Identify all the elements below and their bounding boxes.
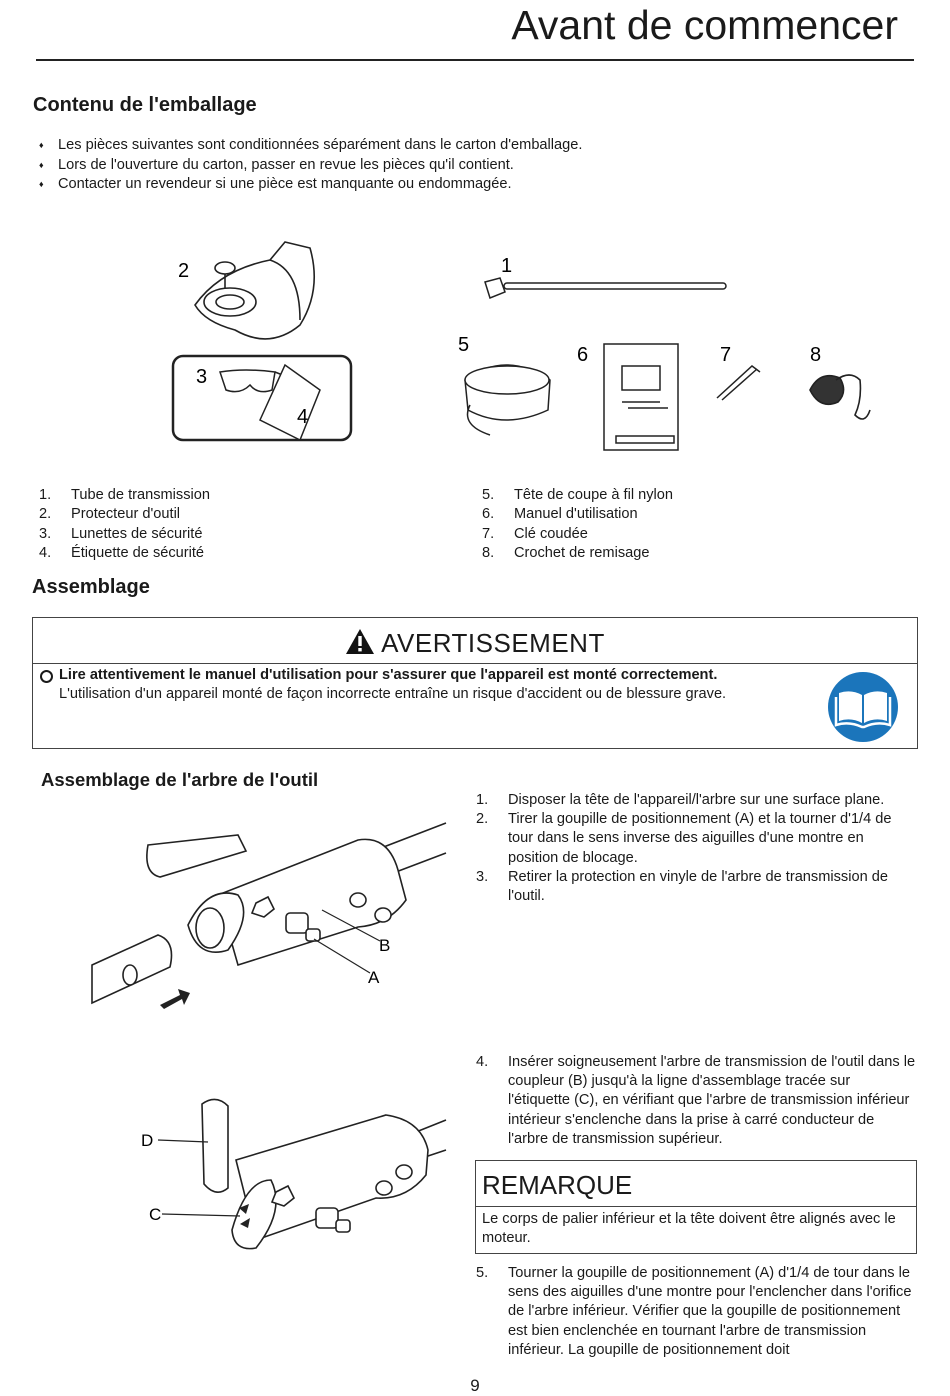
drive-tube-drawing xyxy=(485,278,726,298)
label-a: A xyxy=(368,968,380,987)
note-header xyxy=(476,1161,916,1207)
steps-list-1 xyxy=(476,791,916,906)
manual-drawing xyxy=(604,344,678,450)
parts-list-left xyxy=(39,486,439,563)
storage-hook-drawing xyxy=(810,375,870,419)
list-item: 1. Tube de transmission xyxy=(39,487,210,503)
list-item: ♦ Les pièces suivantes sont conditionnées séparément dans le carton d'emballage. xyxy=(38,136,582,156)
list-item: 1. Disposer la tête de l'appareil/l'arbre sur une surface plane. xyxy=(476,792,885,808)
list-item: 3. Lunettes de sécurité xyxy=(39,525,203,542)
callout-8: 8 xyxy=(810,344,822,366)
list-item: 3. Retirer la protection en vinyle de l'arbre de transmission de l'outil. xyxy=(476,868,888,905)
callout-2: 2 xyxy=(178,260,190,282)
warning-box xyxy=(32,617,918,749)
note-title: REMARQUE xyxy=(482,1170,633,1200)
callout-3: 3 xyxy=(196,366,208,388)
page-number: 9 xyxy=(470,1376,480,1395)
page-title: Avant de commencer xyxy=(511,2,898,48)
assembly-heading: Assemblage xyxy=(32,576,150,598)
packaging-bullet-list xyxy=(38,136,582,195)
list-item: 5. Tourner la goupille de positionnement (A) d'1/4 de tour dans le sens des aiguilles d'une montre pour l'enclencher dans l'orifice de l'arbre inférieur. Vérifier que la goupille de positionnement est bien enclenchée en tournant l'arbre de transmission inférieur. La goupille de positionnement doit xyxy=(476,1265,912,1358)
shaft-figure-1 xyxy=(88,815,458,1020)
list-item: 2. Tirer la goupille de positionnement (A) et la tourner d'1/4 de tour dans le sens inverse des aiguilles d'une montre en position de blocage. xyxy=(476,811,892,866)
callout-7: 7 xyxy=(720,344,732,366)
steps-list-2 xyxy=(476,1053,916,1149)
list-item: ♦ Lors de l'ouverture du carton, passer en revue les pièces qu'il contient. xyxy=(38,156,582,176)
tool-guard-drawing xyxy=(195,242,314,339)
packaging-heading: Contenu de l'emballage xyxy=(33,94,257,116)
warning-consequence: L'utilisation d'un appareil monté de façon incorrecte entraîne un risque d'accident ou de blessure grave. xyxy=(59,686,727,702)
hex-key-drawing xyxy=(717,366,760,400)
warning-instruction: Lire attentivement le manuel d'utilisation pour s'assurer que l'appareil est monté correctement. xyxy=(59,667,718,683)
shaft-assembly-heading: Assemblage de l'arbre de l'outil xyxy=(41,769,319,790)
list-item: 2. Protecteur d'outil xyxy=(39,506,181,523)
list-item: 6. Manuel d'utilisation xyxy=(482,506,638,523)
nylon-head-drawing xyxy=(465,365,550,435)
shaft-figure-2 xyxy=(136,1080,456,1260)
warning-header xyxy=(33,618,917,664)
label-c: C xyxy=(149,1205,162,1224)
list-item: 5. Tête de coupe à fil nylon xyxy=(482,487,674,503)
warning-title: AVERTISSEMENT xyxy=(381,628,605,658)
list-item: 7. Clé coudée xyxy=(482,525,588,542)
warning-triangle-icon xyxy=(345,628,375,655)
list-item: 4. Étiquette de sécurité xyxy=(39,544,205,561)
parts-list-right xyxy=(482,486,902,563)
parts-illustration xyxy=(160,230,880,460)
list-item: ♦ Contacter un revendeur si une pièce est manquante ou endommagée. xyxy=(38,175,582,195)
note-box xyxy=(475,1160,917,1254)
list-item: 4. Insérer soigneusement l'arbre de transmission de l'outil dans le coupleur (B) jusqu'à la ligne d'assemblage tracée sur l'étiquette (C), en vérifiant que l'arbre de transmission inférieur intérieur s'enclenche dans la prise à carré conducteur de l'arbre de transmission supérieur. xyxy=(476,1054,916,1147)
list-item: 8. Crochet de remisage xyxy=(482,544,650,561)
callout-6: 6 xyxy=(577,344,589,366)
note-text: Le corps de palier inférieur et la tête doivent être alignés avec le moteur. xyxy=(482,1211,896,1247)
steps-list-3 xyxy=(476,1264,916,1360)
read-manual-icon xyxy=(827,671,899,743)
callout-4: 4 xyxy=(297,406,309,428)
label-b: B xyxy=(379,936,391,955)
circle-bullet-icon xyxy=(40,670,53,683)
title-divider xyxy=(36,59,914,61)
callout-1: 1 xyxy=(501,255,513,277)
callout-5: 5 xyxy=(458,334,470,356)
label-d: D xyxy=(141,1131,154,1150)
